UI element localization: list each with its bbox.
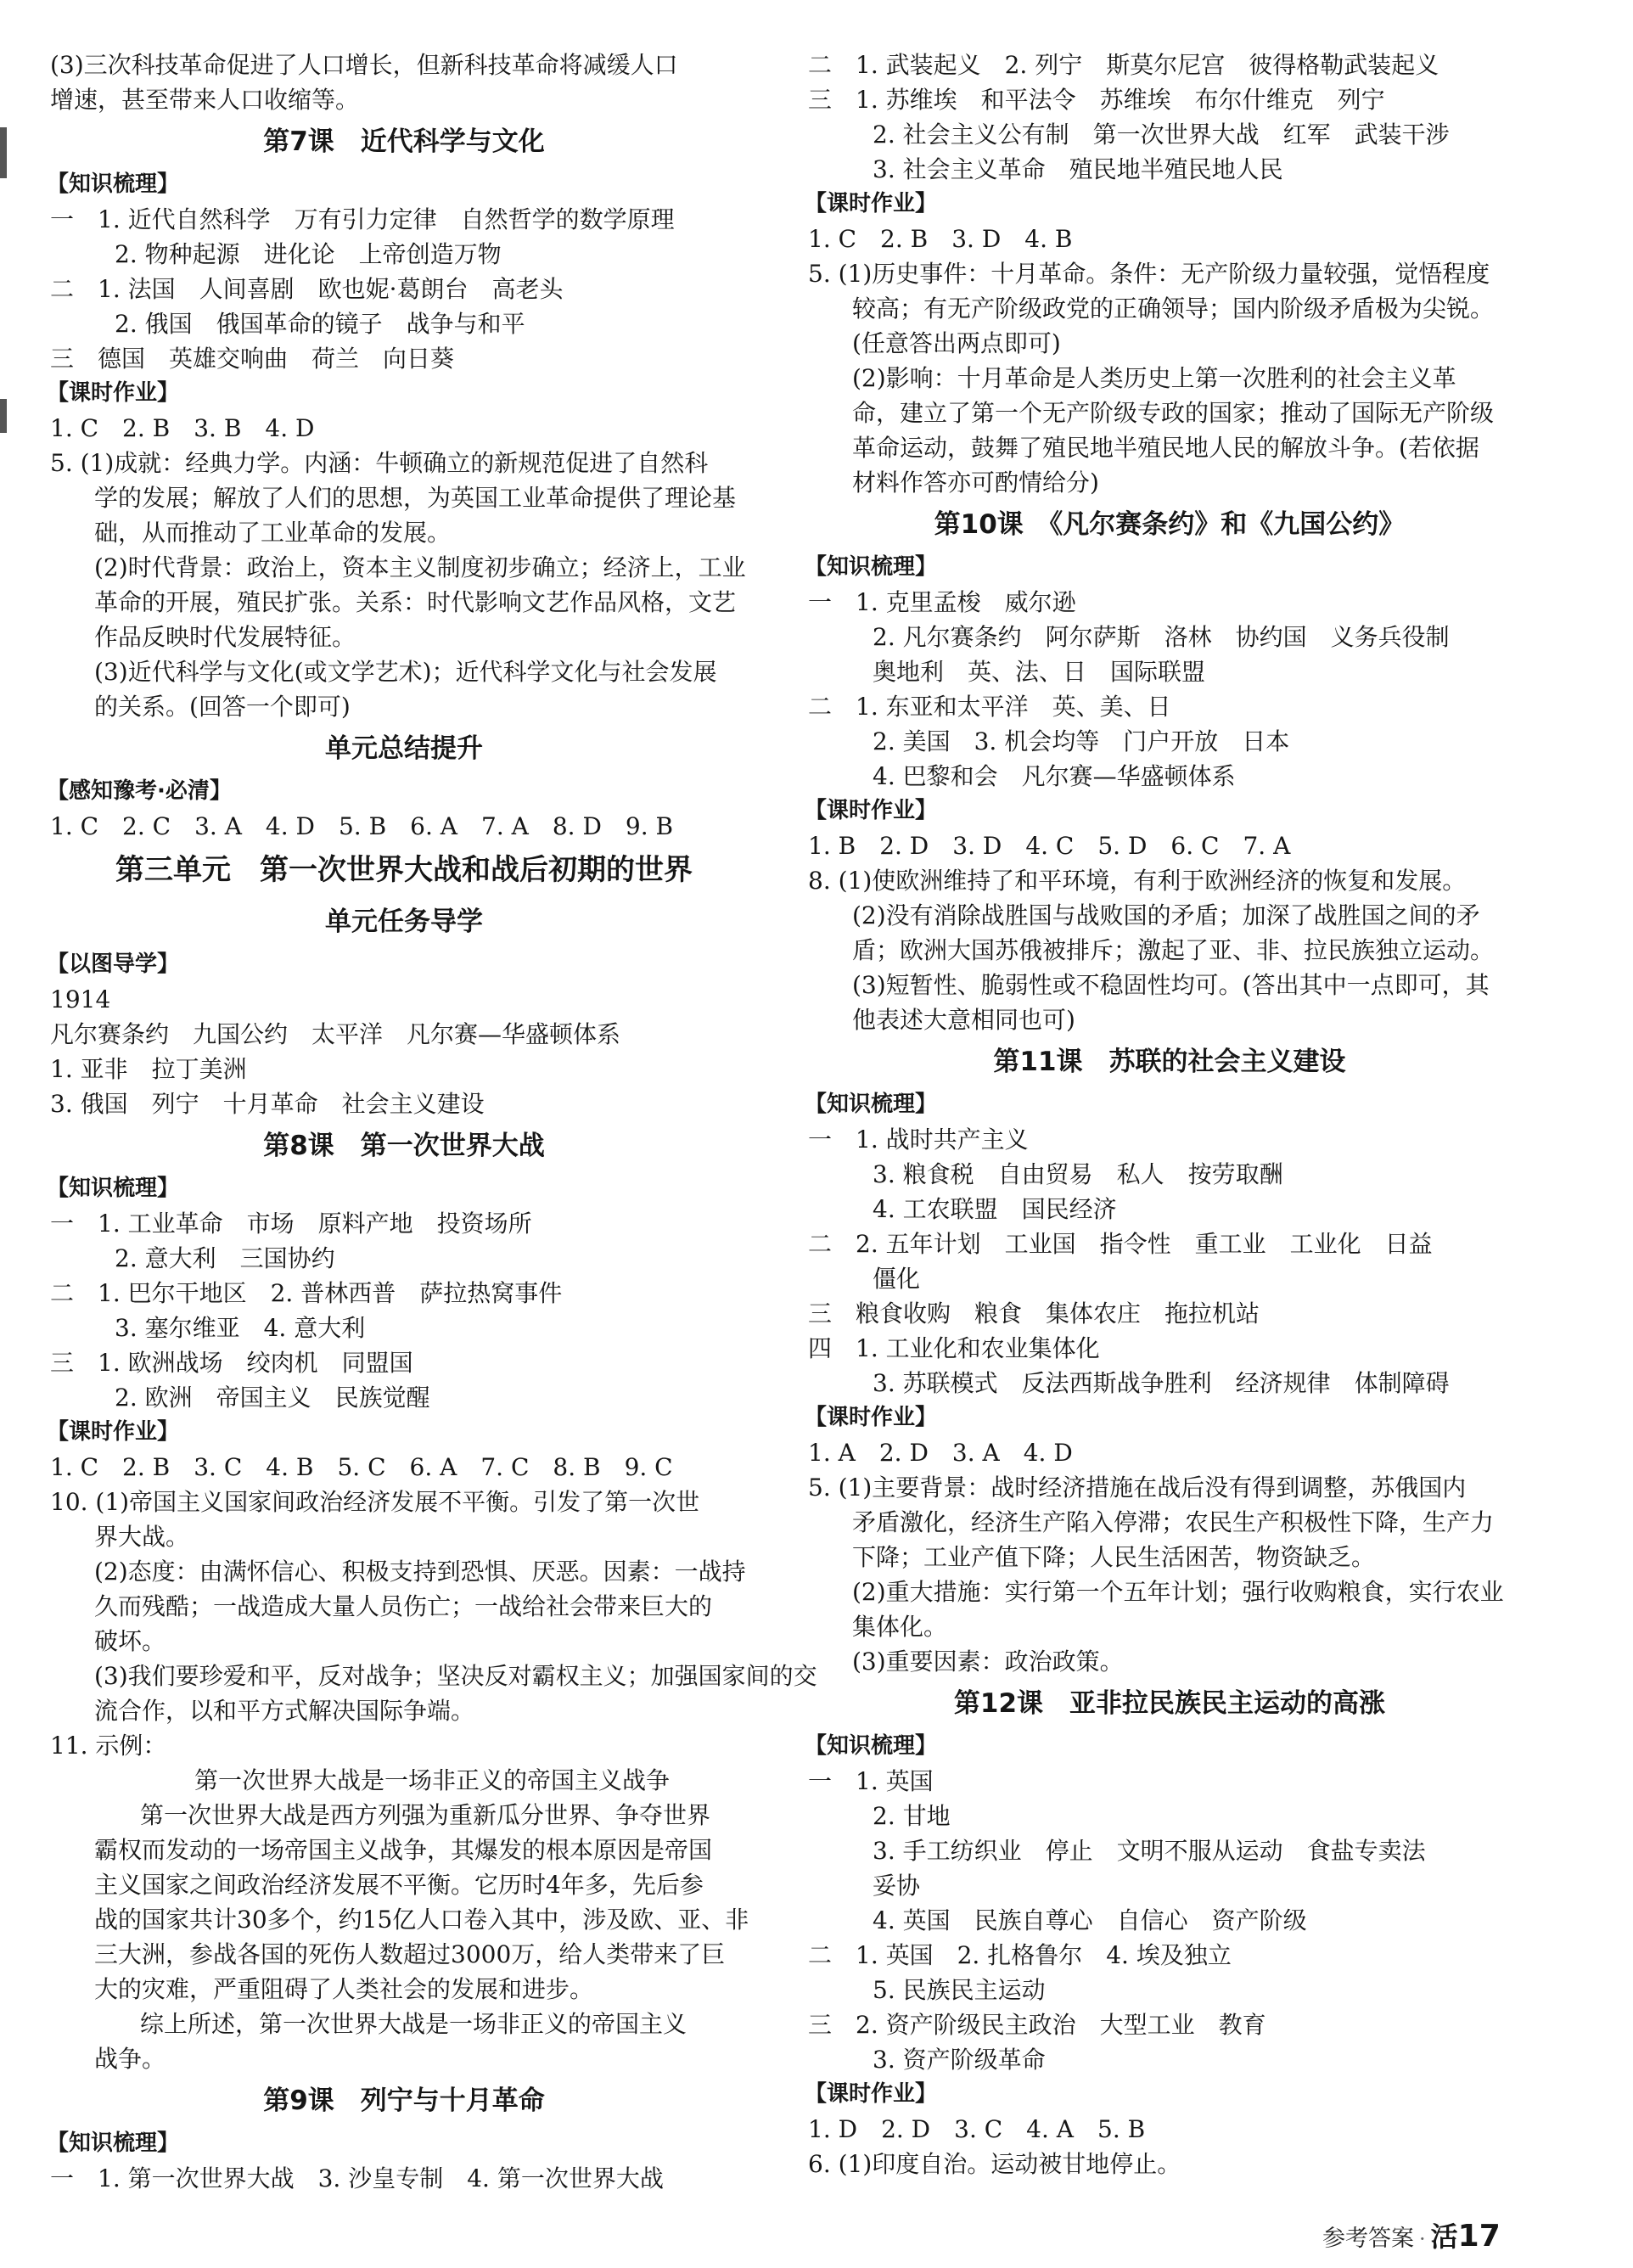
answer-line: 1914 [50,985,111,1013]
answer-line: 二 1. 英国 2. 扎格鲁尔 4. 埃及独立 [808,1941,1232,1969]
answer-line: 流合作，以和平方式解决国际争端。 [94,1697,475,1725]
section-tag: 【知识梳理】 [47,1176,180,1201]
section-tag: 【课时作业】 [805,191,938,216]
answer-line: 10. (1)帝国主义国家间政治经济发展不平衡。引发了第一次世 [50,1488,700,1516]
answer-line: (3)近代科学与文化(或文学艺术)；近代科学文化与社会发展 [94,658,717,686]
section-tag: 【知识梳理】 [47,2130,180,2156]
answer-line: 3. 俄国 列宁 十月革命 社会主义建设 [50,1090,485,1118]
page-footer [1322,2215,1501,2254]
answer-line: 2. 美国 3. 机会均等 门户开放 日本 [873,727,1290,755]
answer-line: 础，从而推动了工业革命的发展。 [94,519,452,547]
answer-line: 三 粮食收购 粮食 集体农庄 拖拉机站 [808,1300,1260,1328]
answer-line: (2)没有消除战胜国与战败国的矛盾；加深了战胜国之间的矛 [852,901,1480,929]
answer-line: (3)我们要珍爱和平，反对战争；坚决反对霸权主义；加强国家间的交 [94,1662,817,1690]
footer-label: 参考答案 [1322,2226,1414,2252]
answer-line: 增速，甚至带来人口收缩等。 [50,86,360,114]
section-tag: 【课时作业】 [805,1405,938,1430]
answer-line: 战争。 [94,2045,166,2073]
answer-line: 二 2. 五年计划 工业国 指令性 重工业 工业化 日益 [808,1230,1433,1258]
answer-line: 综上所述，第一次世界大战是一场非正义的帝国主义 [140,2010,687,2038]
answer-line: (2)时代背景：政治上，资本主义制度初步确立；经济上，工业 [94,553,746,581]
answer-line: 凡尔赛条约 九国公约 太平洋 凡尔赛—华盛顿体系 [50,1020,621,1048]
answer-line: 主义国家之间政治经济发展不平衡。它历时4年多，先后参 [94,1871,704,1899]
footer-separator: · [1419,2227,1426,2251]
section-tag: 【课时作业】 [805,798,938,823]
answer-line: 3. 粮食税 自由贸易 私人 按劳取酬 [873,1160,1283,1188]
section-tag: 【知识梳理】 [805,554,938,580]
answer-line: 战的国家共计30多个，约15亿人口卷入其中，涉及欧、亚、非 [94,1906,749,1934]
section-tag: 【知识梳理】 [805,1733,938,1759]
answer-line: 1. B 2. D 3. D 4. C 5. D 6. C 7. A [808,832,1291,860]
answer-line: 二 1. 法国 人间喜剧 欧也妮·葛朗台 高老头 [50,275,564,303]
answer-line: (2)影响：十月革命是人类历史上第一次胜利的社会主义革 [852,364,1456,392]
answer-line: 2. 物种起源 进化论 上帝创造万物 [115,240,502,268]
answer-line: 2. 甘地 [873,1802,951,1830]
answer-line: 1. C 2. B 3. C 4. B 5. C 6. A 7. C 8. B 9. C [50,1453,673,1481]
answer-line: 2. 俄国 俄国革命的镜子 战争与和平 [115,310,525,338]
answer-line: 二 1. 巴尔干地区 2. 普林西普 萨拉热窝事件 [50,1279,563,1307]
answer-line: 盾；欧洲大国苏俄被排斥；激起了亚、非、拉民族独立运动。 [852,936,1495,964]
section-heading: 单元任务导学 [325,907,483,937]
answer-line: 较高；有无产阶级政党的正确领导；国内阶级矛盾极为尖锐。 [852,295,1495,323]
answer-line: 1. C 2. C 3. A 4. D 5. B 6. A 7. A 8. D 9. B [50,812,674,840]
answer-line: 2. 社会主义公有制 第一次世界大战 红军 武装干涉 [873,121,1450,149]
section-tag: 【知识梳理】 [47,171,180,197]
answer-line: (3)三次科技革命促进了人口增长，但新科技革命将减缓人口 [50,51,678,79]
answer-line: 界大战。 [94,1523,190,1551]
section-tag: 【课时作业】 [805,2081,938,2107]
answer-line: 4. 英国 民族自尊心 自信心 资产阶级 [873,1906,1307,1934]
answer-line: 第一次世界大战是一场非正义的帝国主义战争 [194,1766,671,1794]
answer-line: (3)短暂性、脆弱性或不稳固性均可。(答出其中一点即可，其 [852,971,1490,999]
answer-line: 革命的开展，殖民扩张。关系：时代影响文艺作品风格，文艺 [94,588,737,616]
answer-line: 的关系。(回答一个即可) [94,693,351,721]
answer-line: 3. 苏联模式 反法西斯战争胜利 经济规律 体制障碍 [873,1369,1450,1397]
answer-line: 破坏。 [94,1627,166,1655]
section-heading: 第7课 近代科学与文化 [263,126,545,157]
answer-line: (任意答出两点即可) [852,329,1061,357]
answer-line: 集体化。 [852,1613,948,1641]
answer-line: 3. 塞尔维亚 4. 意大利 [115,1314,366,1342]
answer-line: 四 1. 工业化和农业集体化 [808,1334,1100,1362]
answer-line: 三 2. 资产阶级民主政治 大型工业 教育 [808,2011,1266,2039]
answer-line: 二 1. 东亚和太平洋 英、美、日 [808,693,1171,721]
answer-line: 1. C 2. B 3. D 4. B [808,225,1073,253]
answer-line: 5. 民族民主运动 [873,1976,1046,2004]
answer-line: 2. 凡尔赛条约 阿尔萨斯 洛林 协约国 义务兵役制 [873,623,1450,651]
answer-line: 矛盾激化，经济生产陷入停滞；农民生产积极性下降，生产力 [852,1508,1495,1536]
section-tag: 【知识梳理】 [805,1092,938,1117]
answer-line: 一 1. 战时共产主义 [808,1126,1029,1154]
section-heading: 第8课 第一次世界大战 [263,1131,545,1161]
section-heading: 单元总结提升 [325,733,483,764]
answer-line: 8. (1)使欧洲维持了和平环境，有利于欧洲经济的恢复和发展。 [808,867,1467,895]
section-heading: 第9课 列宁与十月革命 [263,2086,545,2116]
section-tag: 【感知豫考·必清】 [47,778,232,804]
answer-line: 5. (1)主要背景：战时经济措施在战后没有得到调整，苏俄国内 [808,1474,1467,1502]
answer-line: 3. 手工纺织业 停止 文明不服从运动 食盐专卖法 [873,1837,1426,1865]
answer-line: (3)重要因素：政治政策。 [852,1648,1124,1676]
answer-line: 他表述大意相同也可) [852,1006,1075,1034]
section-heading: 第三单元 第一次世界大战和战后初期的世界 [115,853,693,887]
answer-line: 3. 社会主义革命 殖民地半殖民地人民 [873,155,1283,183]
answer-line: 材料作答亦可酌情给分) [852,469,1099,497]
answer-line: 革命运动，鼓舞了殖民地半殖民地人民的解放斗争。(若依据 [852,434,1479,462]
section-heading: 第12课 亚非拉民族民主运动的高涨 [953,1688,1386,1719]
answer-line: 1. D 2. D 3. C 4. A 5. B [808,2115,1146,2143]
answer-line: 学的发展；解放了人们的思想，为英国工业革命提供了理论基 [94,484,737,512]
answer-line: 第一次世界大战是西方列强为重新瓜分世界、争夺世界 [140,1801,711,1829]
answer-line: 奥地利 英、法、日 国际联盟 [873,658,1206,686]
answer-line: 4. 巴黎和会 凡尔赛—华盛顿体系 [873,762,1236,790]
answer-line: 妥协 [873,1872,921,1900]
answer-line: 下降；工业产值下降；人民生活困苦，物资缺乏。 [852,1543,1376,1571]
answer-line: 4. 工农联盟 国民经济 [873,1195,1117,1223]
answer-line: 一 1. 工业革命 市场 原料产地 投资场所 [50,1210,532,1238]
answer-line: 作品反映时代发展特征。 [94,623,356,651]
answer-line: 二 1. 武装起义 2. 列宁 斯莫尔尼宫 彼得格勒武装起义 [808,51,1439,79]
answer-line: (2)重大措施：实行第一个五年计划；强行收购粮食，实行农业 [852,1578,1504,1606]
answer-line: 三大洲，参战各国的死伤人数超过3000万，给人类带来了巨 [94,1940,726,1968]
answer-line: 3. 资产阶级革命 [873,2046,1046,2074]
left-column [47,48,817,2196]
scan-edge-mark [0,399,7,433]
right-column [805,48,1535,2181]
footer-brand: 活 [1430,2220,1458,2253]
answer-line: 6. (1)印度自治。运动被甘地停止。 [808,2150,1181,2178]
section-tag: 【课时作业】 [47,1419,180,1445]
answer-line: 5. (1)历史事件：十月革命。条件：无产阶级力量较强，觉悟程度 [808,260,1490,288]
answer-line: 1. 亚非 拉丁美洲 [50,1055,247,1083]
answer-line: 三 德国 英雄交响曲 荷兰 向日葵 [50,345,455,373]
answer-line: 一 1. 近代自然科学 万有引力定律 自然哲学的数学原理 [50,205,675,233]
answer-line: 1. A 2. D 3. A 4. D [808,1439,1073,1467]
section-tag: 【课时作业】 [47,380,180,406]
answer-line: 一 1. 克里孟梭 威尔逊 [808,588,1076,616]
answer-line: 一 1. 第一次世界大战 3. 沙皇专制 4. 第一次世界大战 [50,2164,664,2192]
answer-line: 三 1. 苏维埃 和平法令 苏维埃 布尔什维克 列宁 [808,86,1385,114]
answer-line: 三 1. 欧洲战场 绞肉机 同盟国 [50,1349,413,1377]
answer-line: 僵化 [873,1265,921,1293]
scan-edge-mark [0,127,7,178]
answer-line: 一 1. 英国 [808,1767,934,1795]
answer-line: (2)态度：由满怀信心、积极支持到恐惧、厌恶。因素：一战持 [94,1558,746,1586]
answer-line: 大的灾难，严重阻碍了人类社会的发展和进步。 [94,1975,594,2003]
answer-line: 命，建立了第一个无产阶级专政的国家；推动了国际无产阶级 [852,399,1495,427]
page-number: 17 [1457,2219,1501,2254]
section-heading: 第10课 《凡尔赛条约》和《九国公约》 [934,509,1406,540]
answer-line: 1. C 2. B 3. B 4. D [50,414,315,442]
answer-line: 2. 意大利 三国协约 [115,1244,335,1272]
answer-line: 霸权而发动的一场帝国主义战争，其爆发的根本原因是帝国 [94,1836,713,1864]
answer-line: 5. (1)成就：经典力学。内涵：牛顿确立的新规范促进了自然科 [50,449,709,477]
answer-line: 久而残酷；一战造成大量人员伤亡；一战给社会带来巨大的 [94,1592,713,1620]
answer-line: 11. 示例： [50,1732,167,1760]
answer-line: 2. 欧洲 帝国主义 民族觉醒 [115,1384,430,1412]
section-heading: 第11课 苏联的社会主义建设 [993,1047,1346,1077]
section-tag: 【以图导学】 [47,952,180,977]
